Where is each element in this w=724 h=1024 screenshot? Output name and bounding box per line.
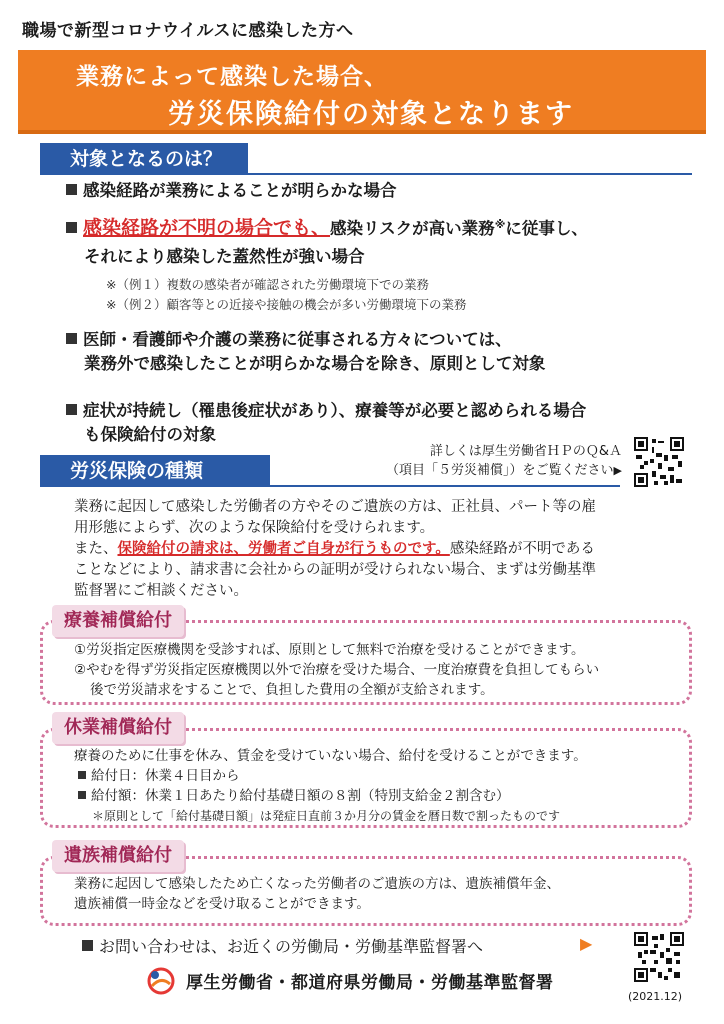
bullet-square-icon	[66, 184, 77, 195]
banner-line-1: 業務によって感染した場合、	[76, 64, 388, 90]
benefit-intro-paragraph	[74, 497, 694, 602]
benefit-intro: 療養のために仕事を休み、賃金を受けていない場合、給付を受けることができます。	[74, 748, 587, 764]
qa-note-line-2: （項目「５労災補償」）をご覧ください▶	[386, 463, 622, 478]
bullet-unknown-route-line2: それにより感染した蓋然性が強い場合	[84, 247, 365, 266]
bullet-persistent-symptoms-line2: も保険給付の対象	[84, 425, 216, 444]
highlight-claim-by-worker: 保険給付の請求は、労働者ご自身が行うものです。	[117, 541, 450, 557]
tag-medical-benefit: 療養補償給付	[52, 605, 184, 637]
bullet-square-icon	[78, 791, 86, 799]
ministry-logo-icon	[146, 966, 176, 1000]
qr-code-qa[interactable]	[634, 437, 684, 487]
bullet-square-icon	[66, 404, 77, 415]
headline-banner	[18, 50, 706, 134]
footnote-mark: ※	[494, 218, 506, 231]
bullet-medical-workers-line2: 業務外で感染したことが明らかな場合を除き、原則として対象	[84, 354, 546, 373]
bullet-clear-route	[66, 178, 397, 204]
bullet-text-tail: に従事し、	[505, 219, 588, 238]
para-line: 用形態によらず、次のような保険給付を受けられます。	[74, 520, 435, 536]
bullet-square-icon	[82, 940, 93, 951]
bullet-medical-workers	[66, 327, 512, 353]
benefit-item: ②やむを得ず労災指定医療機関以外で治療を受けた場合、一度治療費を負担してもらい	[74, 662, 600, 678]
benefit-subitem: 給付日：休業４日目から	[74, 766, 686, 786]
qa-note-line-1: 詳しくは厚生労働省ＨＰのＱ&Ａ	[429, 444, 622, 459]
issuing-organizations: 厚生労働省・都道府県労働局・労働基準監督署	[186, 973, 554, 993]
benefit-item-cont: 後で労災請求をすることで、負担した費用の全額が支給されます。	[90, 682, 494, 698]
bullet-square-icon	[66, 222, 77, 233]
benefit-item: ①労災指定医療機関を受診すれば、原則として無料で治療を受けることができます。	[74, 642, 585, 658]
arrow-right-icon: ▶	[580, 934, 593, 953]
page-top-title: 職場で新型コロナウイルスに感染した方へ	[22, 21, 354, 41]
qa-reference-note	[360, 442, 622, 480]
highlight-unknown-route: 感染経路が不明の場合でも、	[83, 217, 331, 239]
medical-benefit-text	[74, 640, 684, 700]
bullet-text: 症状が持続し（罹患後症状があり）、療養等が必要と認められる場合	[83, 401, 587, 420]
bullet-text: 医師・看護師や介護の業務に従事される方々については、	[83, 330, 512, 349]
bullet-unknown-route	[66, 212, 706, 242]
para-line-highlight: また、保険給付の請求は、労働者ご自身が行うものです。感染経路が不明である	[74, 541, 595, 557]
benefit-line: 遺族補償一時金などを受け取ることができます。	[74, 896, 370, 912]
bullet-text: 感染リスクが高い業務	[330, 219, 495, 238]
benefit-line: 業務に起因して感染したため亡くなった労働者のご遺族の方は、遺族補償年金、	[74, 876, 560, 892]
tag-leave-benefit: 休業補償給付	[52, 712, 184, 744]
para-line: 監督署にご相談ください。	[74, 583, 248, 599]
example-note-1: ※（例１）複数の感染者が確認された労働環境下での業務	[106, 277, 429, 292]
leave-benefit-text	[74, 746, 686, 826]
bullet-persistent-symptoms	[66, 398, 586, 424]
bullet-square-icon	[78, 771, 86, 779]
example-note-2: ※（例２）顧客等との近接や接触の機会が多い労働環境下の業務	[106, 297, 467, 312]
banner-line-2: 労災保険給付の対象となります	[168, 99, 574, 130]
tag-survivor-benefit: 遺族補償給付	[52, 840, 184, 872]
benefit-note: ＊原則として「給付基礎日額」は発症日直前３か月分の賃金を暦日数で割ったものです	[92, 809, 561, 823]
issue-date: (2021.12)	[628, 990, 683, 1003]
para-line: 業務に起因して感染した労働者の方やそのご遺族の方は、正社員、パート等の雇	[74, 499, 596, 515]
qr-code-contact[interactable]	[634, 932, 684, 982]
section-rule	[40, 485, 620, 487]
section-heading-benefit-types: 労災保険の種類	[40, 455, 270, 487]
arrow-right-icon: ▶	[613, 464, 622, 477]
section-rule	[40, 173, 692, 175]
contact-line: お問い合わせは、お近くの労働局・労働基準監督署へ	[82, 934, 483, 960]
section-heading-eligibility: 対象となるのは？	[40, 143, 248, 175]
para-line: ことなどにより、請求書に会社からの証明が受けられない場合、まずは労働基準	[74, 562, 596, 578]
survivor-benefit-text	[74, 874, 684, 914]
benefit-subitem: 給付額：休業１日あたり給付基礎日額の８割（特別支給金２割含む）	[74, 786, 686, 806]
bullet-square-icon	[66, 333, 77, 344]
bullet-text: 感染経路が業務によることが明らかな場合	[83, 181, 397, 200]
